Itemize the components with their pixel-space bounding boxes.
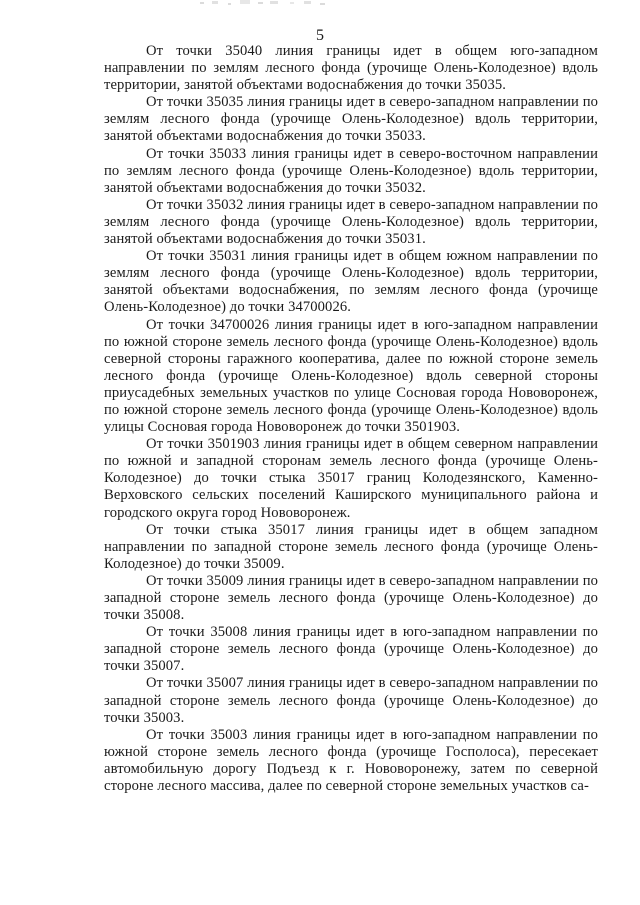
scan-artifact xyxy=(200,0,330,10)
paragraph: От точки 35035 линия границы идет в северо-западном направлении по землям лесного фонда (урочище Олень-Колодезное) вдоль территории, занятой объектами водоснабжения до точки 35033. xyxy=(104,94,598,145)
paragraph: От точки 35008 линия границы идет в юго-западном направлении по западной стороне земель лесного фонда (урочище Олень-Колодезное) до точки 35007. xyxy=(104,624,598,675)
paragraph: От точки 35007 линия границы идет в северо-западном направлении по западной стороне земель лесного фонда (урочище Олень-Колодезное) до точки 35003. xyxy=(104,675,598,726)
paragraph: От точки 35032 линия границы идет в северо-западном направлении по землям лесного фонда (урочище Олень-Колодезное) вдоль территории, занятой объектами водоснабжения до точки 35031. xyxy=(104,196,598,248)
paragraph: От точки 35003 линия границы идет в юго-западном направлении по южной стороне земель лесного фонда (урочище Госполоса), пересекает автомобильную дорогу Подъезд к г. Нововоронежу, затем по северной стороне лесного массива, далее по северной стороне земельных участков са- xyxy=(104,726,598,795)
paragraph: От точки 35040 линия границы идет в общем юго-западном направлении по землям лесного фонда (урочище Олень-Колодезное) вдоль территории, занятой объектами водоснабжения до точки 35035. xyxy=(104,43,598,94)
paragraph: От точки 35009 линия границы идет в северо-западном направлении по западной стороне земель лесного фонда (урочище Олень-Колодезное) до точки 35008. xyxy=(104,572,598,624)
paragraph: От точки 35031 линия границы идет в общем южном направлении по землям лесного фонда (урочище Олень-Колодезное) вдоль территории, занятой объектами водоснабжения, по землям лесного фонда (урочище Олень-Колодезное) до точки 34700026. xyxy=(104,248,598,316)
page-number: 5 xyxy=(316,27,324,44)
paragraph: От точки 35033 линия границы идет в северо-восточном направлении по землям лесного фонда (урочище Олень-Колодезное) вдоль территории, занятой объектами водоснабжения до точки 35032. xyxy=(104,145,598,196)
paragraph: От точки стыка 35017 линия границы идет в общем западном направлении по западной стороне земель лесного фонда (урочище Олень-Колодезное) до точки 35009. xyxy=(104,521,598,572)
paragraph: От точки 34700026 линия границы идет в юго-западном направлении по южной стороне земель лесного фонда (урочище Олень-Колодезное) вдоль северной стороны гаражного кооператива, далее по южной стороне земель лесного фонда (урочище Олень-Колодезное) вдоль северной стороны приусадебных земельных участков по улице Сосновая города Нововоронеж, по южной стороне земель лесного фонда (урочище Олень-Колодезное) вдоль улицы Сосновая города Нововоронеж до точки 3501903. xyxy=(104,316,598,436)
paragraph: От точки 3501903 линия границы идет в общем северном направлении по южной и западной сторонам земель лесного фонда (урочище Олень-Колодезное) до точки стыка 35017 границ Колодезянского, Каменно-Верховского сельских поселений Каширского муниципального района и городского округа город Нововоронеж. xyxy=(104,436,598,521)
document-body xyxy=(104,43,598,795)
